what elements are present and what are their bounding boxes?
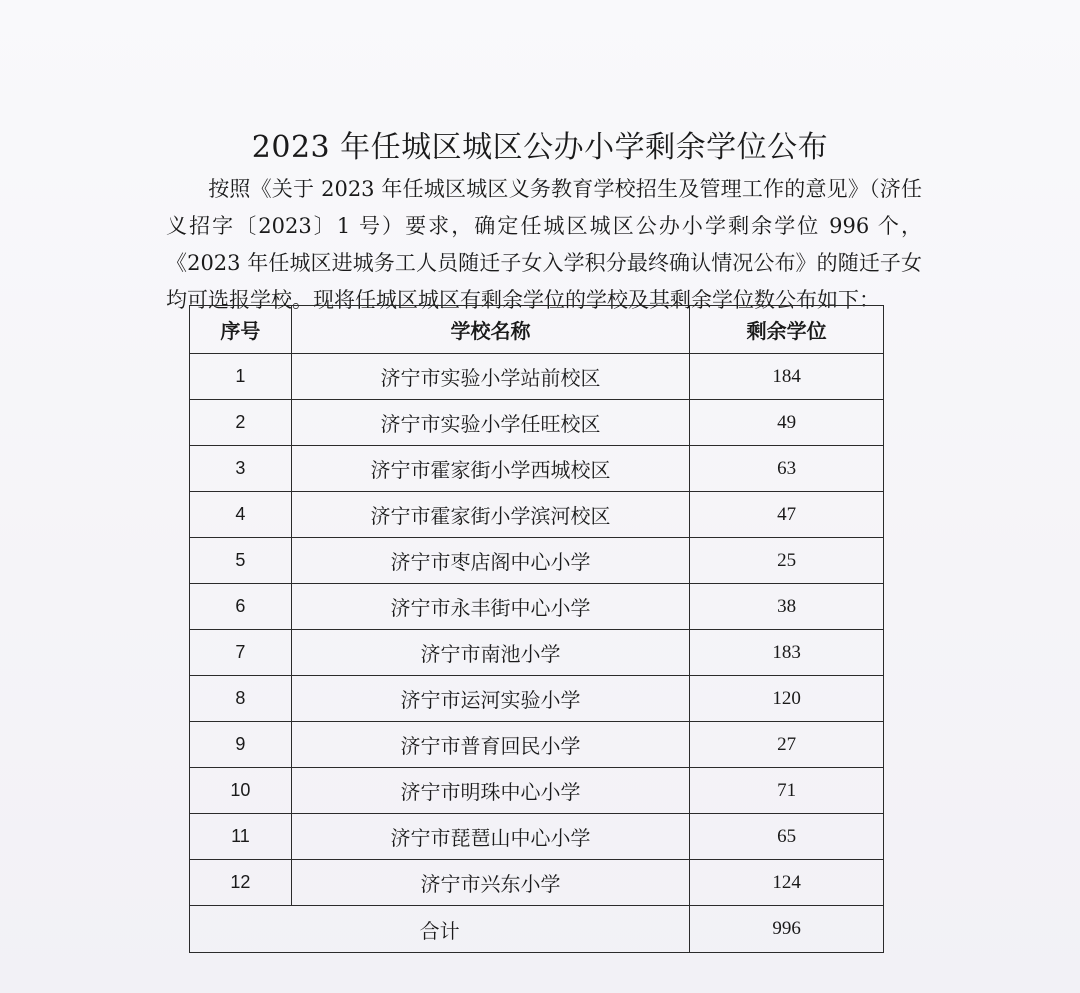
row-school-name: 济宁市南池小学 bbox=[291, 630, 689, 676]
row-serial-number: 2 bbox=[190, 400, 292, 446]
row-school-name: 济宁市霍家街小学滨河校区 bbox=[291, 492, 689, 538]
table-total-row bbox=[190, 906, 884, 953]
row-school-name: 济宁市兴东小学 bbox=[291, 860, 689, 906]
table-row bbox=[190, 492, 884, 538]
row-school-name: 济宁市霍家街小学西城校区 bbox=[291, 446, 689, 492]
table-row bbox=[190, 722, 884, 768]
document-title: 2023 年任城区城区公办小学剩余学位公布 bbox=[251, 130, 829, 165]
table-row bbox=[190, 814, 884, 860]
row-serial-number: 1 bbox=[190, 354, 292, 400]
row-serial-number: 4 bbox=[190, 492, 292, 538]
row-remaining-seats: 49 bbox=[690, 400, 884, 446]
row-remaining-seats: 63 bbox=[690, 446, 884, 492]
total-label: 合计 bbox=[190, 906, 690, 953]
header-remaining-seats: 剩余学位 bbox=[690, 306, 884, 354]
row-school-name: 济宁市实验小学站前校区 bbox=[291, 354, 689, 400]
row-school-name: 济宁市实验小学任旺校区 bbox=[291, 400, 689, 446]
table-row bbox=[190, 768, 884, 814]
row-serial-number: 9 bbox=[190, 722, 292, 768]
row-remaining-seats: 38 bbox=[690, 584, 884, 630]
table-row bbox=[190, 676, 884, 722]
table-row bbox=[190, 630, 884, 676]
table-row bbox=[190, 354, 884, 400]
intro-paragraph bbox=[166, 171, 922, 319]
header-serial-number: 序号 bbox=[190, 306, 292, 354]
table-row bbox=[190, 538, 884, 584]
header-school-name: 学校名称 bbox=[291, 306, 689, 354]
row-serial-number: 10 bbox=[190, 768, 292, 814]
remaining-seats-table bbox=[189, 305, 884, 953]
row-school-name: 济宁市运河实验小学 bbox=[291, 676, 689, 722]
row-serial-number: 8 bbox=[190, 676, 292, 722]
row-school-name: 济宁市明珠中心小学 bbox=[291, 768, 689, 814]
row-serial-number: 6 bbox=[190, 584, 292, 630]
table-header-row bbox=[190, 306, 884, 354]
row-school-name: 济宁市普育回民小学 bbox=[291, 722, 689, 768]
table-row bbox=[190, 400, 884, 446]
table-row bbox=[190, 446, 884, 492]
row-remaining-seats: 124 bbox=[690, 860, 884, 906]
row-remaining-seats: 183 bbox=[690, 630, 884, 676]
total-value: 996 bbox=[690, 906, 884, 953]
row-serial-number: 12 bbox=[190, 860, 292, 906]
table-row bbox=[190, 584, 884, 630]
row-school-name: 济宁市永丰街中心小学 bbox=[291, 584, 689, 630]
row-remaining-seats: 47 bbox=[690, 492, 884, 538]
row-remaining-seats: 25 bbox=[690, 538, 884, 584]
intro-paragraph-text: 按照《关于 2023 年任城区城区义务教育学校招生及管理工作的意见》（济任义招字〔2023〕1 号）要求，确定任城区城区公办小学剩余学位 996 个，《2023 年任城区进城务工人员随迁子女入学积分最终确认情况公布》的随迁子女均可选报学校。现将任城区城区有剩余学位的学校及其剩余学位数公布如下： bbox=[166, 177, 922, 312]
row-remaining-seats: 27 bbox=[690, 722, 884, 768]
row-serial-number: 3 bbox=[190, 446, 292, 492]
row-remaining-seats: 71 bbox=[690, 768, 884, 814]
table-row bbox=[190, 860, 884, 906]
row-serial-number: 11 bbox=[190, 814, 292, 860]
row-school-name: 济宁市琵琶山中心小学 bbox=[291, 814, 689, 860]
row-remaining-seats: 120 bbox=[690, 676, 884, 722]
row-remaining-seats: 184 bbox=[690, 354, 884, 400]
row-serial-number: 5 bbox=[190, 538, 292, 584]
row-remaining-seats: 65 bbox=[690, 814, 884, 860]
row-serial-number: 7 bbox=[190, 630, 292, 676]
row-school-name: 济宁市枣店阁中心小学 bbox=[291, 538, 689, 584]
